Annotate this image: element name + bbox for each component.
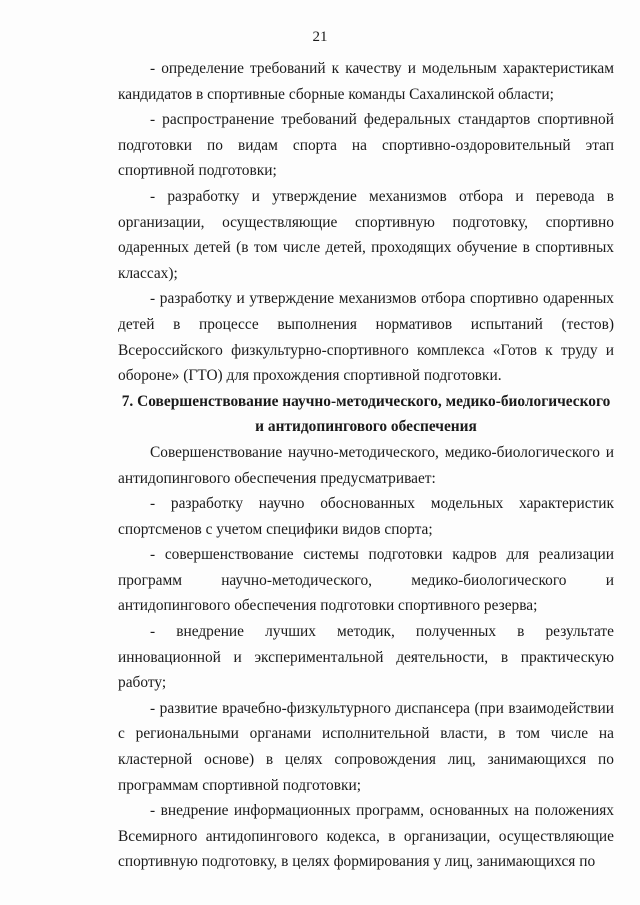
section-heading: 7. Совершенствование научно-методического, медико-биологического и антидопингового обеспечения	[121, 392, 611, 436]
list-item-selection-transfer-mechanisms: - разработку и утверждение механизмов отбора и перевода в организации, осуществляющие спортивную подготовку, спортивно одаренных детей (в том числе детей, проходящих обучение в спортивных классах);	[118, 187, 614, 282]
list-item-model-characteristics: - разработку научно обоснованных модельных характеристик спортсменов с учетом специфики видов спорта;	[118, 495, 614, 538]
list-item-requirements-definition: - определение требований к качеству и модельным характеристикам кандидатов в спортивные сборные команды Сахалинской области;	[118, 60, 614, 103]
page-number: 21	[312, 29, 328, 45]
document-body	[118, 56, 614, 875]
list-item-antidoping-programs: - внедрение информационных программ, основанных на положениях Всемирного антидопингового кодекса, в организации, осуществляющие спортивную подготовку, в целях формирования у лиц, занимающихся по	[118, 802, 614, 871]
list-item-gto-selection-mechanisms: - разработку и утверждение механизмов отбора спортивно одаренных детей в процессе выполнения нормативов испытаний (тестов) Всероссийского физкультурно-спортивного комплекса «Готов к труду и обороне» (ГТО) для прохождения спортивной подготовки.	[118, 290, 614, 385]
list-item-best-methods: - внедрение лучших методик, полученных в результате инновационной и экспериментальной деятельности, в практическую работу;	[118, 623, 614, 692]
list-item-standards-distribution: - распространение требований федеральных стандартов спортивной подготовки по видам спорта на спортивно-оздоровительный этап спортивной подготовки;	[118, 111, 614, 180]
list-item-medical-dispensary: - развитие врачебно-физкультурного диспансера (при взаимодействии с региональными органами исполнительной власти, в том числе на кластерной основе) в целях сопровождения лиц, занимающихся по программам спортивной подготовки;	[118, 699, 614, 794]
list-item-staff-training: - совершенствование системы подготовки кадров для реализации программ научно-методического, медико-биологического и антидопингового обеспечения подготовки спортивного резерва;	[118, 546, 614, 615]
section-intro-paragraph: Совершенствование научно-методического, медико-биологического и антидопингового обеспечения предусматривает:	[118, 443, 614, 487]
